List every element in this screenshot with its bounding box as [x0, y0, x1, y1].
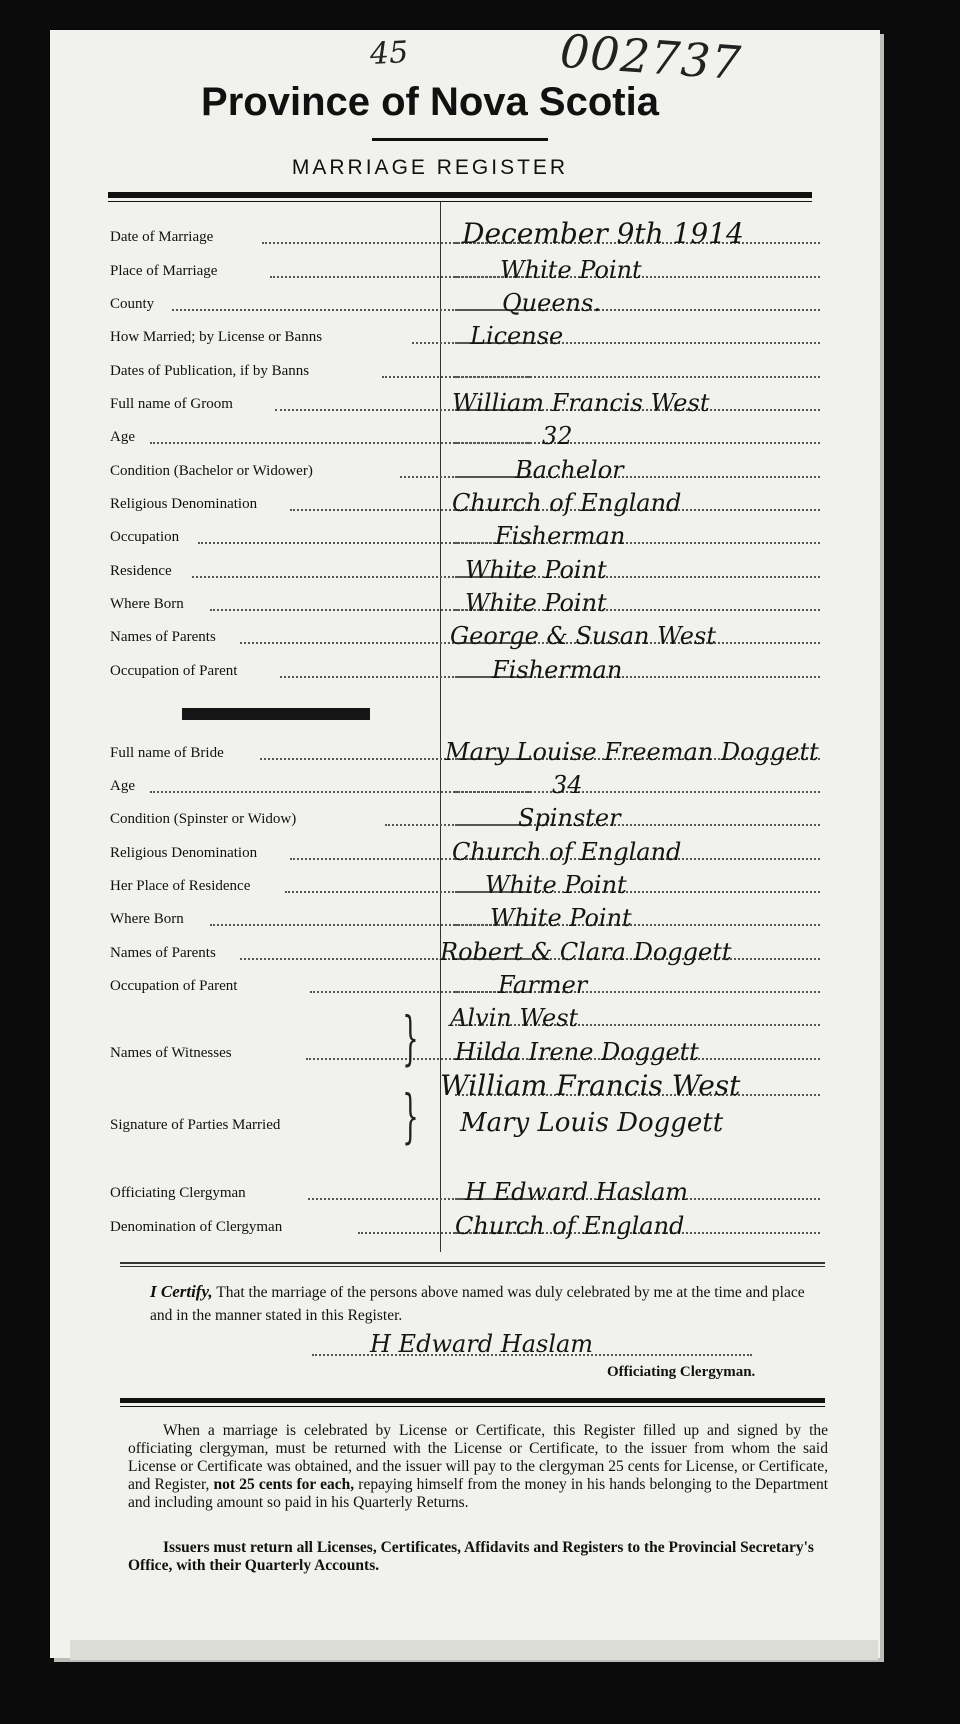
field-row [110, 522, 820, 552]
notice-part-1: When a marriage is celebrated by License or Certificate, this Register filled up and signed by the officiating clergyman, must be returned with the License or Certificate, to the issuer from whom the said License or Certificate was obtained, and the issuer will pay to the clergyman 25 cents for License, or Certificate, and Register, [128, 1422, 828, 1493]
field-row [110, 971, 820, 1001]
field-row [110, 804, 820, 834]
field-row [110, 771, 820, 801]
field-value: Church of England [455, 1212, 685, 1240]
field-label: Full name of Bride [110, 745, 224, 761]
field-row [110, 838, 820, 868]
field-value: White Point [500, 256, 642, 284]
notice-emphasis: not 25 cents for each, [213, 1476, 355, 1493]
field-label: Full name of Groom [110, 396, 233, 412]
footer-rule-thin [120, 1406, 825, 1407]
certification-statement [150, 1280, 830, 1327]
field-row [110, 217, 820, 252]
field-label: County [110, 296, 155, 312]
field-label: Date of Marriage [110, 229, 214, 245]
field-label: Condition (Spinster or Widow) [110, 811, 297, 827]
field-row [110, 738, 820, 768]
witness-row-1 [110, 1004, 820, 1034]
field-label: Occupation [110, 529, 180, 545]
field-row [110, 589, 820, 619]
header-rule [108, 192, 812, 198]
signature-brace: } [402, 1082, 419, 1150]
section-rule-thin [120, 1266, 825, 1267]
field-row [110, 1212, 820, 1242]
field-label: Her Place of Residence [110, 878, 251, 894]
notice-part-2: repaying himself from the money in his hands belonging to the Department and including amount so paid in his Quarterly Returns. [128, 1476, 829, 1511]
return-instructions [128, 1422, 828, 1512]
field-value: Church of England [452, 838, 682, 866]
field-label: Place of Marriage [110, 263, 218, 279]
stamp-number-right: 002737 [558, 23, 744, 91]
dot-leader [455, 822, 820, 826]
field-row [110, 356, 820, 386]
field-value: H Edward Haslam [465, 1178, 689, 1206]
field-value: William Francis West [452, 389, 710, 417]
party-signature: Mary Louis Doggett [460, 1108, 724, 1138]
title-underline [372, 138, 548, 141]
certify-lead: I Certify, [150, 1282, 213, 1301]
field-row [110, 322, 820, 352]
field-label: Dates of Publication, if by Banns [110, 363, 310, 379]
field-value: White Point [490, 904, 632, 932]
header-rule-thin [108, 201, 812, 202]
section-rule [120, 1262, 825, 1264]
field-row [110, 389, 820, 419]
field-row [110, 622, 820, 652]
page-subtitle: MARRIAGE REGISTER [291, 156, 569, 179]
field-row [110, 556, 820, 586]
witness-row-2 [110, 1038, 820, 1068]
witness-name: Hilda Irene Doggett [455, 1038, 699, 1066]
witness-brace: } [402, 1004, 419, 1072]
field-label: Names of Parents [110, 945, 216, 961]
field-value: White Point [485, 871, 627, 899]
witness-name: Alvin West [450, 1004, 579, 1032]
signature-row-1 [110, 1069, 820, 1104]
field-value: White Point [465, 589, 607, 617]
signatures-label: Signature of Parties Married [110, 1117, 281, 1133]
field-row [110, 904, 820, 934]
field-label: Names of Parents [110, 629, 216, 645]
field-value: George & Susan West [450, 622, 716, 650]
certify-text: That the marriage of the persons above named was duly celebrated by me at the time and place and in the manner stated in this Register. [150, 1284, 805, 1324]
field-label: Religious Denomination [110, 496, 258, 512]
field-label: Where Born [110, 596, 184, 612]
field-label: Religious Denomination [110, 845, 258, 861]
field-label: Age [110, 429, 135, 445]
field-row [110, 1178, 820, 1208]
field-value: Church of England [452, 489, 682, 517]
field-value: Spinster [518, 804, 621, 832]
field-value: Mary Louise Freeman Doggett [445, 738, 819, 766]
field-value: Fisherman [495, 522, 626, 550]
field-value: Fisherman [492, 656, 623, 684]
field-row [110, 489, 820, 519]
field-row [110, 422, 820, 452]
field-label: Occupation of Parent [110, 978, 238, 994]
stamp-number-left: 45 [369, 35, 410, 72]
field-value: 32 [542, 422, 573, 450]
field-row [110, 656, 820, 686]
field-label: Occupation of Parent [110, 663, 238, 679]
field-label: How Married; by License or Banns [110, 329, 323, 345]
clergyman-sign-label: Officiating Clergyman. [607, 1364, 756, 1380]
field-row [110, 871, 820, 901]
field-row [110, 256, 820, 286]
field-label: Where Born [110, 911, 184, 927]
party-signature: William Francis West [440, 1069, 741, 1102]
dot-leader [455, 789, 820, 793]
signature-row-2 [110, 1110, 820, 1140]
field-value: 34 [552, 771, 583, 799]
field-value: Queens. [502, 289, 601, 317]
dot-leader [455, 374, 820, 378]
field-label: Residence [110, 563, 172, 579]
field-value: Farmer [498, 971, 588, 999]
field-label: Condition (Bachelor or Widower) [110, 463, 313, 479]
field-value: License [470, 322, 564, 350]
clergyman-signature: H Edward Haslam [370, 1330, 594, 1358]
issuers-instruction: Issuers must return all Licenses, Certificates, Affidavits and Registers to the Provincial Secretary's Office, with their Quarterly Accounts. [128, 1539, 814, 1574]
dot-leader [455, 474, 820, 478]
field-value: Robert & Clara Doggett [440, 938, 732, 966]
field-row [110, 456, 820, 486]
field-value: Bachelor [515, 456, 624, 484]
paper-fold-edge [70, 1640, 878, 1660]
field-value: December 9th 1914 [462, 217, 744, 250]
footer-rule [120, 1398, 825, 1403]
field-row [110, 289, 820, 319]
field-row [110, 938, 820, 968]
page-title: Province of Nova Scotia [201, 80, 659, 124]
section-divider-bar [182, 708, 370, 720]
field-label: Officiating Clergyman [110, 1185, 246, 1201]
witnesses-label: Names of Witnesses [110, 1045, 232, 1061]
field-label: Denomination of Clergyman [110, 1219, 283, 1235]
dot-leader [455, 440, 820, 444]
field-label: Age [110, 778, 135, 794]
field-value: White Point [465, 556, 607, 584]
